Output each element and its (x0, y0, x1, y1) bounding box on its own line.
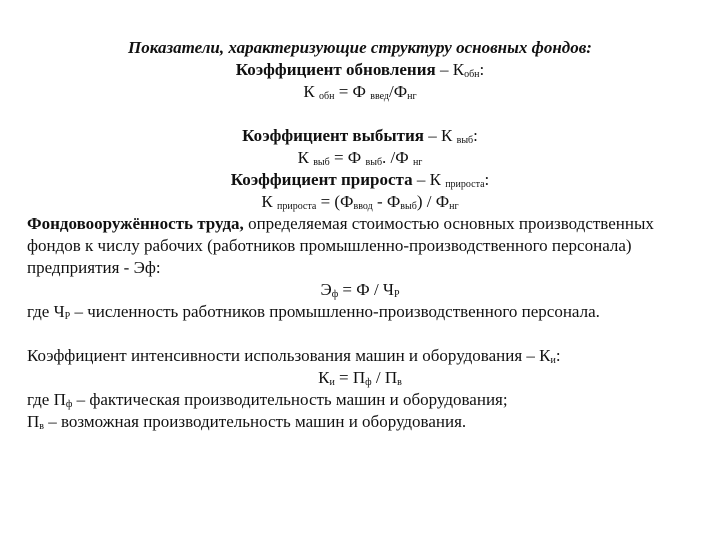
growth-formula-sub2: выб (400, 201, 417, 212)
intensity-where-1-rest: – фактическая производительность машин и оборудования; (72, 390, 508, 409)
intensity-formula-k-sub: и (329, 377, 335, 388)
renewal-sub: обн (464, 69, 480, 80)
growth-formula-eq: = (Ф (316, 192, 354, 211)
growth-sub: прироста (445, 179, 485, 190)
intensity-where-1-sub: ф (65, 399, 73, 410)
renewal-heading-label: Коэффициент обновления (235, 60, 436, 79)
renewal-formula-sub1: введ (370, 91, 389, 102)
labor-formula-mid: = Ф / Ч (338, 280, 394, 299)
retirement-colon: : (473, 126, 478, 145)
intensity-formula-sub2: в (397, 377, 402, 388)
growth-heading-label: Коэффициент прироста (230, 170, 413, 189)
intensity-line-1-sub: и (550, 355, 556, 366)
labor-formula-a-sub: ф (331, 289, 339, 300)
retirement-formula-sub1: выб (365, 157, 383, 168)
renewal-formula (0, 82, 720, 107)
growth-formula-tail: ) / Ф (416, 192, 450, 211)
labor-where-sub: Р (64, 311, 71, 322)
retirement-formula-k: К (297, 148, 314, 167)
growth-formula-sub1: ввод (353, 201, 373, 212)
intensity-where-1-prefix: где П (27, 390, 66, 409)
renewal-formula-slash: /Ф (389, 82, 408, 101)
intensity-where-2-rest: – возможная производительность машин и оборудования. (44, 412, 467, 431)
labor-where-prefix: где Ч (27, 302, 65, 321)
labor-heading: Фондовооружённость труда, (27, 214, 244, 233)
labor-line-3: предприятия - Эф: (27, 258, 161, 277)
intensity-formula-sub1: ф (365, 377, 372, 388)
renewal-formula-k: К (303, 82, 319, 101)
intensity-formula-slash: / П (371, 368, 398, 387)
labor-formula-b-sub: Р (393, 289, 400, 300)
retirement-formula-eq: = Ф (329, 148, 366, 167)
retirement-formula-slash: . /Ф (382, 148, 413, 167)
retirement-dash: – К (424, 126, 457, 145)
labor-where (27, 302, 600, 327)
retirement-formula-sub2: нг (412, 157, 423, 168)
intensity-where-2-prefix: П (27, 412, 40, 431)
renewal-dash: – К (435, 60, 465, 79)
growth-formula-k-sub: прироста (276, 201, 317, 212)
renewal-formula-eq: = Ф (334, 82, 371, 101)
retirement-heading-label: Коэффициент выбытия (242, 126, 424, 145)
intensity-line-1-colon: : (555, 346, 561, 365)
intensity-where-2-sub: в (39, 421, 45, 432)
labor-formula-a: Э (320, 280, 332, 299)
growth-formula-minus: - Ф (372, 192, 401, 211)
labor-line-2: фондов к числу рабочих (работников промышленно-производственного персонала) (27, 236, 632, 255)
labor-line-1 (27, 214, 654, 234)
intensity-where-2 (27, 412, 466, 437)
growth-formula-sub3: нг (449, 201, 459, 212)
page-title: Показатели, характеризующие структуру основных фондов: (128, 38, 592, 57)
renewal-formula-k-sub: обн (318, 91, 335, 102)
labor-line-1-rest: определяемая стоимостью основных производственных (243, 214, 654, 233)
retirement-formula-k-sub: выб (313, 157, 330, 168)
renewal-colon: : (479, 60, 485, 79)
growth-formula-k: К (261, 192, 277, 211)
intensity-line-1-text: Коэффициент интенсивности использования машин и оборудования – К (27, 346, 551, 365)
renewal-formula-sub2: нг (407, 91, 417, 102)
retirement-sub: выб (456, 135, 474, 146)
labor-where-rest: – численность работников промышленно-производственного персонала. (70, 302, 600, 321)
intensity-formula-mid: = П (334, 368, 366, 387)
growth-dash: – К (412, 170, 446, 189)
growth-colon: : (484, 170, 490, 189)
intensity-formula-k: К (318, 368, 330, 387)
